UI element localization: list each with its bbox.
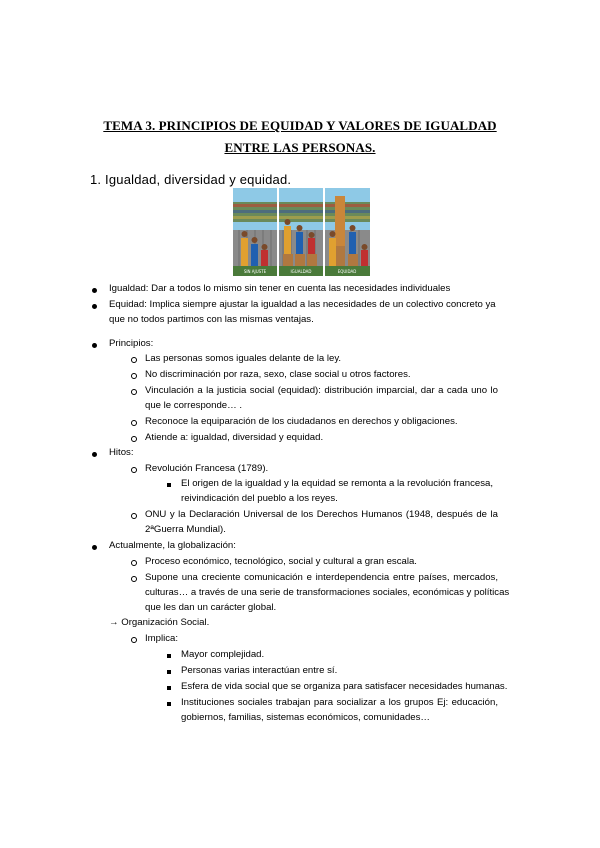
- circle-bullet-icon: [131, 513, 137, 519]
- square-bullet-icon: [167, 654, 171, 658]
- hito-item: ONU y la Declaración Universal de los Derechos Humanos (1948, después de la: [145, 509, 498, 520]
- principio-item: Vinculación a la justicia social (equidad): distribución imparcial, dar a cada uno lo: [145, 385, 498, 396]
- actualmente-item: Proceso económico, tecnológico, social y cultural a gran escala.: [145, 556, 417, 567]
- organizacion-social: → Organización Social.: [109, 617, 210, 628]
- figure-label-1: SIN AJUSTE: [243, 269, 267, 274]
- list-item-hitos: Hitos:: [109, 447, 134, 458]
- bullet-icon: [92, 304, 97, 309]
- list-item-equidad-cont: que no todos partimos con las mismas ventajas.: [109, 314, 314, 325]
- implica-heading: Implica:: [145, 633, 179, 644]
- square-bullet-icon: [167, 483, 171, 487]
- equity-illustration: [233, 188, 370, 276]
- circle-bullet-icon: [131, 373, 137, 379]
- square-bullet-icon: [167, 670, 171, 674]
- circle-bullet-icon: [131, 420, 137, 426]
- circle-bullet-icon: [131, 467, 137, 473]
- hito-item: Revolución Francesa (1789).: [145, 463, 269, 474]
- circle-bullet-icon: [131, 389, 137, 395]
- principio-item: No discriminación por raza, sexo, clase social u otros factores.: [145, 369, 411, 380]
- bullet-icon: [92, 452, 97, 457]
- implica-item: Mayor complejidad.: [181, 649, 265, 660]
- actualmente-item: Supone una creciente comunicación e interdependencia entre países, mercados,: [145, 572, 498, 583]
- implica-item-cont: gobiernos, familias, sistemas económicos, comunidades…: [181, 712, 431, 723]
- principio-item: Las personas somos iguales delante de la ley.: [145, 353, 342, 364]
- figure-label-3: EQUIDAD: [337, 269, 357, 274]
- list-item-igualdad: Igualdad: Dar a todos lo mismo sin tener en cuenta las necesidades individuales: [109, 283, 451, 294]
- hito-item-cont: 2ªGuerra Mundial).: [145, 524, 226, 535]
- circle-bullet-icon: [131, 637, 137, 643]
- list-item-actualmente: Actualmente, la globalización:: [109, 540, 236, 551]
- principio-item-cont: que le corresponde… .: [145, 400, 243, 411]
- list-item-equidad: Equidad: Implica siempre ajustar la igualdad a las necesidades de un colectivo concreto ya: [109, 299, 496, 310]
- bullet-icon: [92, 288, 97, 293]
- bullet-icon: [92, 545, 97, 550]
- square-bullet-icon: [167, 702, 171, 706]
- implica-item: Esfera de vida social que se organiza para satisfacer necesidades humanas.: [181, 681, 508, 692]
- circle-bullet-icon: [131, 357, 137, 363]
- principio-item: Reconoce la equiparación de los ciudadanos en derechos y obligaciones.: [145, 416, 458, 427]
- hito-subitem: El origen de la igualdad y la equidad se remonta a la revolución francesa,: [181, 478, 493, 489]
- implica-item: Instituciones sociales trabajan para socializar a los grupos Ej: educación,: [181, 697, 498, 708]
- hito-subitem-cont: reivindicación del pueblo a los reyes.: [181, 493, 338, 504]
- circle-bullet-icon: [131, 560, 137, 566]
- circle-bullet-icon: [131, 436, 137, 442]
- actualmente-item-cont: culturas… a través de una serie de transformaciones sociales, económicas y políticas: [145, 587, 510, 598]
- circle-bullet-icon: [131, 576, 137, 582]
- list-item-principios: Principios:: [109, 338, 154, 349]
- principio-item: Atiende a: igualdad, diversidad y equidad.: [145, 432, 324, 443]
- section-heading: 1. Igualdad, diversidad y equidad.: [90, 172, 292, 187]
- figure-label-2: IGUALDAD: [290, 269, 312, 274]
- implica-item: Personas varias interactúan entre sí.: [181, 665, 338, 676]
- square-bullet-icon: [167, 686, 171, 690]
- actualmente-item-cont: que les dan un carácter global.: [145, 602, 277, 613]
- page-title-line-2: ENTRE LAS PERSONAS.: [224, 140, 376, 155]
- page-title-line-1: TEMA 3. PRINCIPIOS DE EQUIDAD Y VALORES DE IGUALDAD: [103, 118, 497, 133]
- bullet-icon: [92, 343, 97, 348]
